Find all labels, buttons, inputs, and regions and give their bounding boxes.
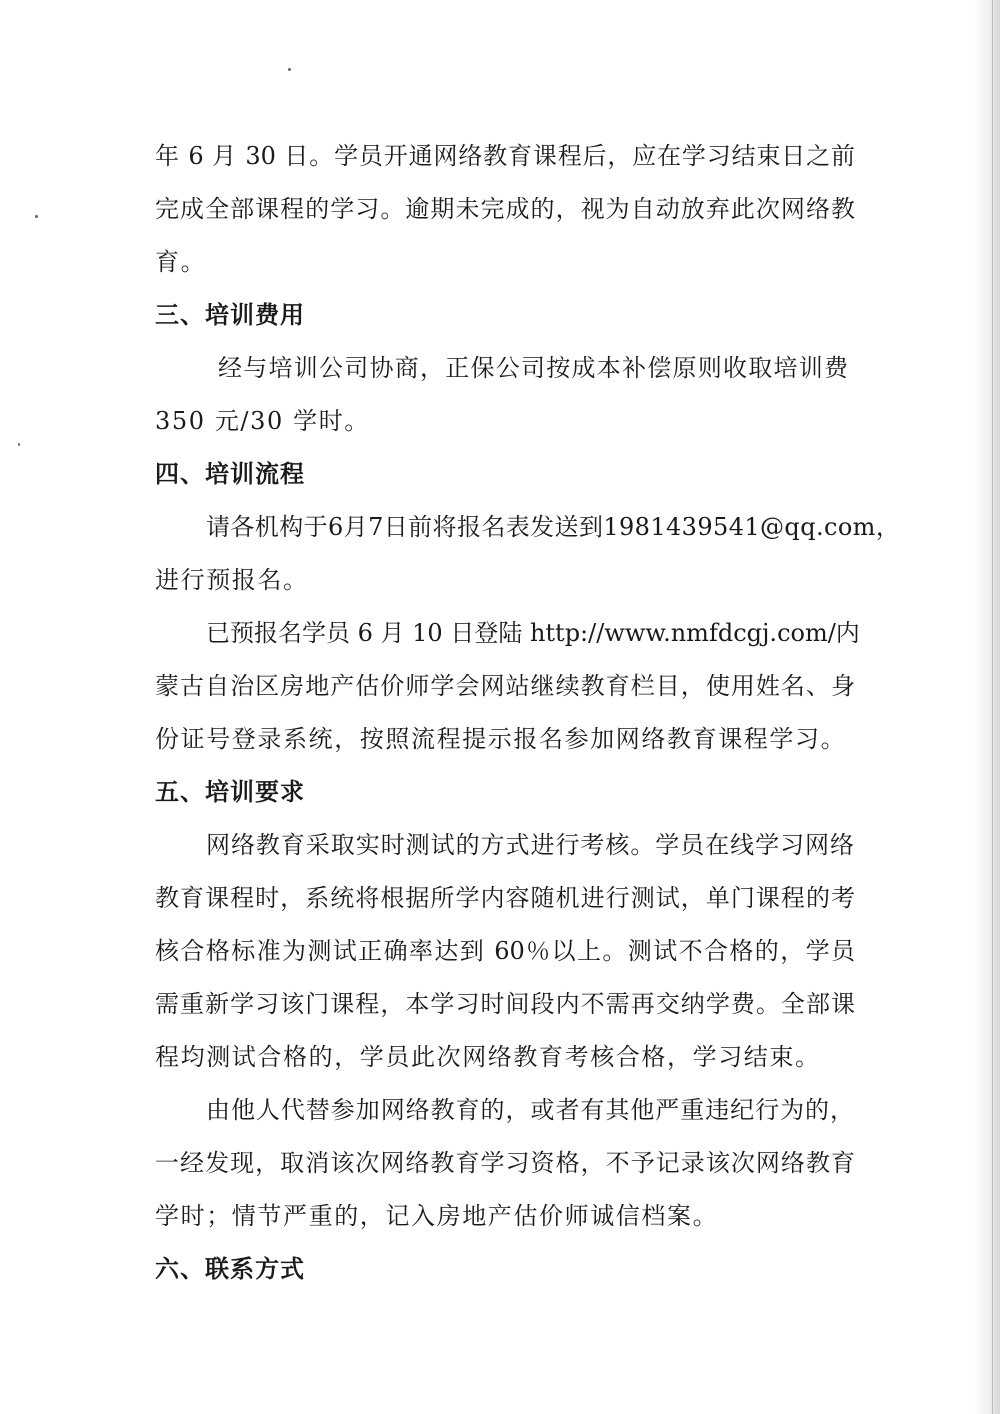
paragraph-line: 进行预报名。 <box>155 566 309 594</box>
section-heading-requirements: 五、培训要求 <box>155 777 305 806</box>
paragraph-line: 学时；情节严重的，记入房地产估价师诚信档案。 <box>155 1202 719 1230</box>
paragraph-line: 教育课程时，系统将根据所学内容随机进行测试，单门课程的考 <box>155 884 855 912</box>
paragraph-line: 程均测试合格的，学员此次网络教育考核合格，学习结束。 <box>155 1043 821 1071</box>
scan-speck <box>288 68 291 71</box>
paragraph-line: 年 6 月 30 日。学员开通网络教育课程后，应在学习结束日之前 <box>155 142 855 170</box>
scan-edge-shadow <box>974 0 1000 1414</box>
paragraph-line: 经与培训公司协商，正保公司按成本补偿原则收取培训费 <box>218 354 848 382</box>
paragraph-line: 核合格标准为测试正确率达到 60％以上。测试不合格的，学员 <box>155 937 855 965</box>
section-heading-process: 四、培训流程 <box>155 459 305 488</box>
paragraph-line: 一经发现，取消该次网络教育学习资格，不予记录该次网络教育 <box>155 1149 855 1177</box>
scan-speck <box>18 443 20 446</box>
section-heading-contact: 六、联系方式 <box>155 1254 305 1283</box>
paragraph-line: 已预报名学员 6 月 10 日登陆 http://www.nmfdcgj.com/内 <box>206 619 860 647</box>
paragraph-line: 网络教育采取实时测试的方式进行考核。学员在线学习网络 <box>206 831 854 859</box>
scan-speck <box>35 215 38 218</box>
scan-edge-line <box>992 0 993 1414</box>
paragraph-line: 蒙古自治区房地产估价师学会网站继续教育栏目，使用姓名、身 <box>155 672 855 700</box>
paragraph-line: 需重新学习该门课程，本学习时间段内不需再交纳学费。全部课 <box>155 990 855 1018</box>
paragraph-line: 育。 <box>155 248 207 276</box>
paragraph-line: 完成全部课程的学习。逾期未完成的，视为自动放弃此次网络教 <box>155 195 855 223</box>
paragraph-line: 由他人代替参加网络教育的，或者有其他严重违纪行为的， <box>206 1096 854 1124</box>
paragraph-line: 请各机构于6月7日前将报名表发送到1981439541@qq.com， <box>206 513 901 541</box>
paragraph-line: 份证号登录系统，按照流程提示报名参加网络教育课程学习。 <box>155 725 847 753</box>
section-heading-fee: 三、培训费用 <box>155 300 305 329</box>
paragraph-line: 350 元/30 学时。 <box>155 407 370 435</box>
